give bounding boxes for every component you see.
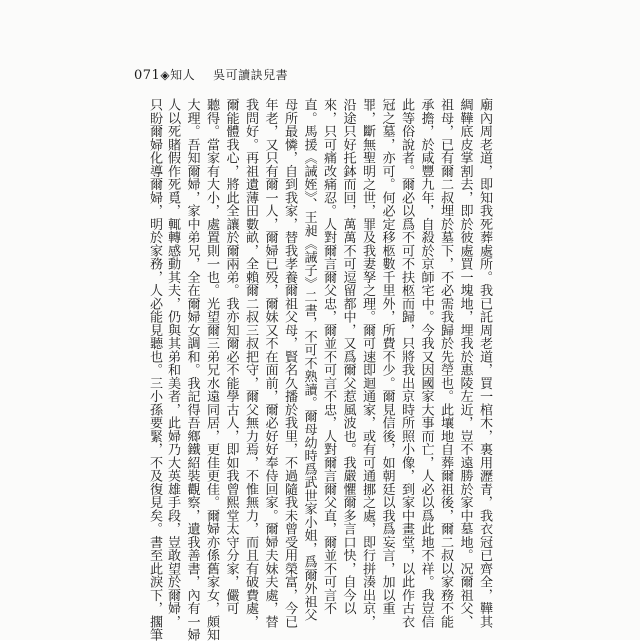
text-column: 此等俗說者。爾必以爲不可不扶柩而歸，只將我出京時所照小像，到家中畫堂，以此作古衣 (399, 98, 415, 628)
diamond-marker-icon: ◈ (160, 68, 171, 82)
text-column: 沿途只好托鉢而回，萬萬不可逗留都中，又爲爾父惹風波也。我嚴懼爾多言口快，自今以 (340, 98, 356, 615)
text-column: 只盼爾婦化導爾婦，明於家務，人必能見聽也。三小孫要緊，不及復見矣。書至此淚下，擱筆 (147, 98, 163, 641)
text-column: 冠之墓，亦可。何必定移柩數千里外，所費不少。爾見信後，如朝廷以我爲妄言，加以重 (379, 98, 395, 615)
text-column: 承擔，於咸豐九年，自殺於京師宅中。今我又因國家大事而亡，人必以爲此地不祥。我豈信 (418, 98, 434, 628)
text-column: 祖母，已有爾二叔埋於墓下，不必需我歸於先塋也。此壤地自葬爾祖後，爾二叔以家務不能 (438, 98, 454, 628)
text-column: 廟內周老道，即知我死葬處所。我已託周老道，買一棺木，裏用瀝青，我衣冠已齊全，鞾其 (477, 98, 493, 628)
text-column: 綢鞾底皮掌割去，即於彼處買一塊地，埋我於惠陵左近，豈不遠勝於家中墓地。况爾祖父、 (457, 98, 473, 628)
text-column: 大理。吾知爾婦，家中弟兄，全在爾婦女調和。我記得吾鄉鐵紹裝觀察，遺我善書，內有一婦 (184, 98, 200, 641)
text-column: 我問好。再祖遺薄田數畝，全賴爾二叔三叔把守，爾父無力焉，不惟無力，而且有破費處， (243, 98, 259, 628)
vertical-text-body (147, 98, 494, 641)
text-column: 罪，斷無聖明之世，罪及我妻孥之理。爾可速即迴通家，或有可通挪之處，即行拼湊出京， (360, 98, 376, 628)
text-column: 母所最憐，自到我家，替我孝養爾祖父母，賢名久播於我里，不過隨我未曾受用榮富，今已 (282, 98, 298, 628)
section-name: 知人 (170, 68, 196, 82)
text-column: 爾能體我心，將此全讓於爾兩弟。我亦知爾必不能學古人，即如我曾熙堂太守分家，儼可 (223, 98, 239, 615)
text-column: 來，只可痛改痛忍。人對爾言爾父忠，爾並不可言不忠，人對爾言爾父直，爾並不可言不 (321, 98, 337, 615)
text-column: 直。馬援《誡姪》、王昶《誡子》二書，不可不熟讀。爾母幼時爲武世家小姐，爲爾外祖父 (301, 98, 317, 622)
text-column: 年老，又只有爾一人，爾婦已殁，爾妹又不在面前，爾必好好奉侍回家。爾婦夫妹夫處，替 (262, 98, 278, 628)
book-title: 吳可讀訣兒書 (213, 68, 289, 82)
text-column: 人以死賭假作死覓，輒轉感動其夫，仍與其弟和美者，此婦乃大英雄手段，豈敢望於爾婦， (165, 98, 181, 628)
running-header (134, 66, 288, 83)
text-column: 聽得。當家有大小，處置則一也。光望爾三弟兄水遠同居，更佳更佳。爾婦亦係舊家女，頗知 (204, 98, 220, 641)
page-number: 071 (134, 68, 161, 83)
